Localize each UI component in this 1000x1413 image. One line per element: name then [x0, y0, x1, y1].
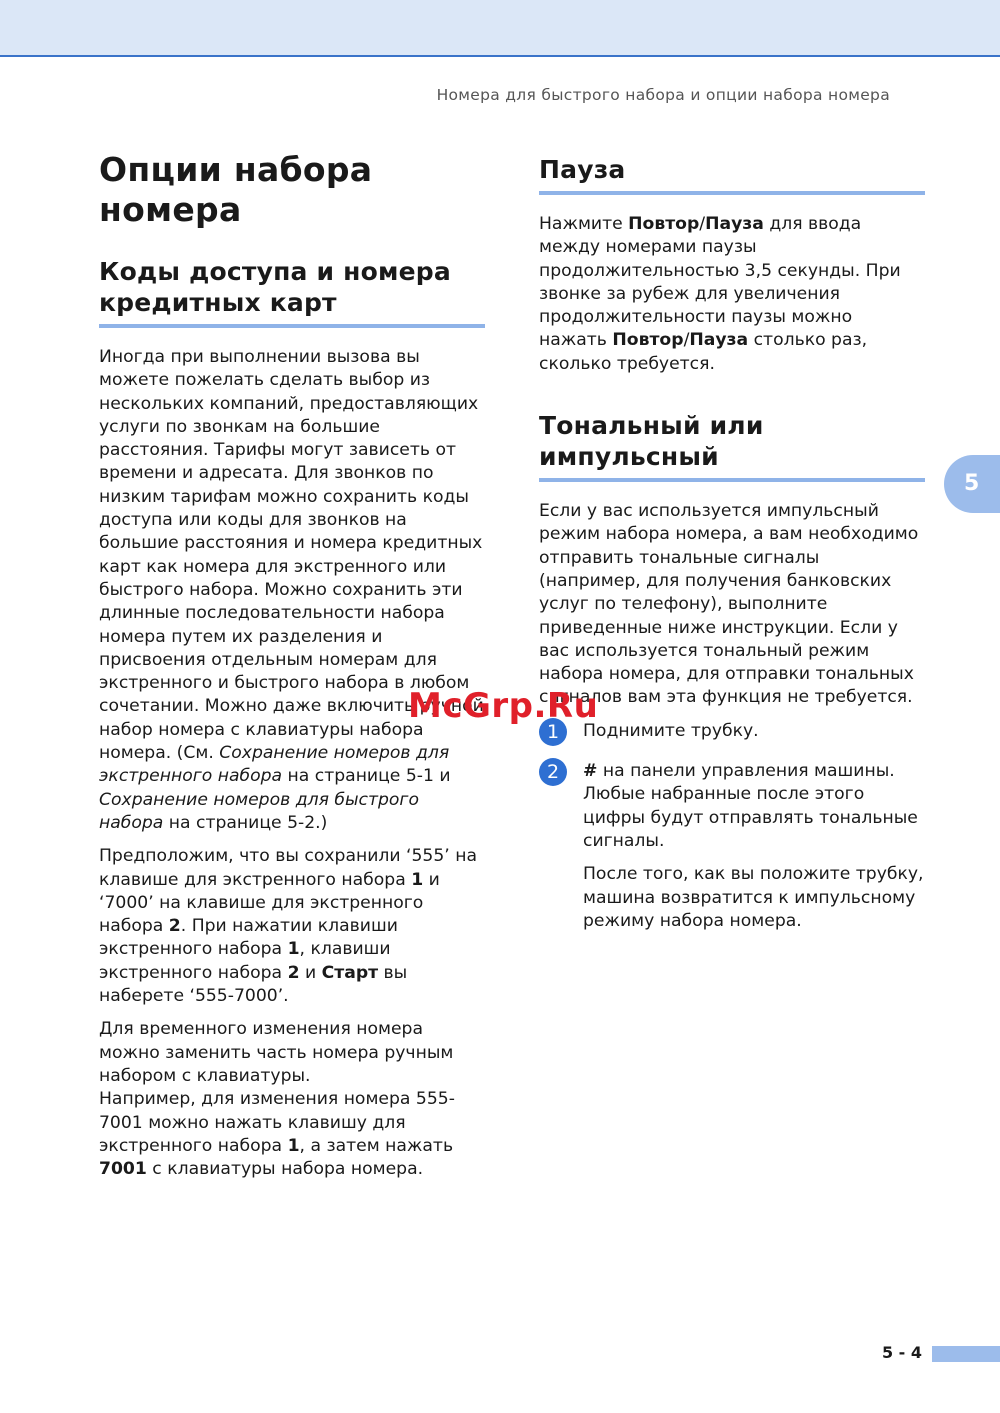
- heading-rule: [539, 191, 925, 195]
- step-list: [539, 720, 925, 933]
- page-title: [99, 150, 485, 230]
- key-label: Старт: [321, 962, 379, 983]
- text: Иногда при выполнении вызова вы можете пожелать сделать выбор из нескольких компаний, предоставляющих услуги по звонкам на большие расстояния. Тарифы могут зависеть от времени и адресата. Для звонков по низким тарифам можно сохранить коды доступа или коды для звонков на большие расстояния и номера кредитных карт как номера для экстренного или быстрого набора. Можно сохранить эти длинные последовательности набора номера путем их разделения и присвоения отдельным номерам для экстренного и быстрого набора в любом сочетании. Можно даже включить ручной набор номера с клавиатуры набора номера. (См.: [99, 347, 484, 764]
- page-title-line1: Опции набора: [99, 150, 373, 189]
- text: на странице 5-2.): [163, 812, 328, 833]
- heading-line2: кредитных карт: [99, 288, 337, 317]
- text: . При нажатии клавиши экстренного набора: [99, 916, 398, 960]
- heading-rule: [99, 324, 485, 328]
- text: , а затем нажать: [299, 1135, 454, 1156]
- left-column: [99, 150, 485, 1181]
- text: , клавиши экстренного набора: [99, 939, 391, 983]
- key-label: 1: [287, 1135, 300, 1156]
- key-label: Повтор: [628, 214, 700, 234]
- step-number-badge: 2: [539, 758, 567, 786]
- section-heading-pause: Пауза: [539, 155, 626, 184]
- heading-line2: импульсный: [539, 442, 719, 472]
- key-label: Повтор: [612, 330, 684, 351]
- key-label: 1: [287, 939, 300, 960]
- heading-line1: Коды доступа и номера: [99, 257, 451, 286]
- text: и: [299, 962, 322, 983]
- key-label: Пауза: [705, 214, 764, 234]
- page-number-bar: [932, 1346, 1000, 1362]
- heading-line1: Тональный или: [539, 411, 764, 441]
- step-text: Поднимите трубку.: [583, 720, 759, 741]
- text: Для временного изменения номера можно заменить часть номера ручным набором с клавиатуры.: [99, 1019, 454, 1086]
- cross-reference-link[interactable]: Сохранение номеров для быстрого набора: [99, 789, 419, 833]
- text: и ‘7000’ на клавише для экстренного набора: [99, 869, 440, 937]
- watermark: McGrp.Ru: [408, 686, 599, 726]
- key-label: 1: [411, 869, 424, 890]
- page-number: 5 - 4: [881, 1343, 922, 1362]
- text: для ввода между номерами паузы продолжительностью 3,5 секунды. При звонке за рубеж для увеличения продолжительности паузы можно нажать: [539, 214, 901, 351]
- text: Нажмите: [539, 214, 629, 234]
- key-label: Пауза: [689, 330, 749, 351]
- key-label: 2: [287, 962, 300, 983]
- text: /: [683, 330, 690, 351]
- step-item: [539, 760, 925, 933]
- section-heading-tone-pulse: [539, 410, 925, 472]
- key-label: 2: [168, 916, 181, 937]
- right-column: [539, 150, 925, 950]
- paragraph-pause: [539, 213, 925, 376]
- heading-rule: [539, 478, 925, 482]
- text: столько раз, сколько требуется.: [539, 330, 868, 374]
- running-header: Номера для быстрого набора и опции набора номера: [436, 86, 890, 104]
- paragraph-example: [99, 845, 485, 1008]
- text: на странице 5-1 и: [282, 766, 451, 787]
- page-title-line2: номера: [99, 190, 242, 229]
- text: с клавиатуры набора номера.: [146, 1159, 424, 1180]
- cross-reference-link[interactable]: Сохранение номеров для экстренного набора: [99, 743, 450, 787]
- text: на панели управления машины. Любые набранные после этого цифры будут отправлять тональные сигналы.: [583, 761, 918, 851]
- text: Предположим, что вы сохранили ‘555’ на клавише для экстренного набора: [99, 846, 477, 890]
- chapter-tab[interactable]: 5: [944, 455, 1000, 513]
- paragraph-intro: [99, 346, 485, 835]
- step-text: [583, 760, 925, 853]
- text: вы наберете ‘555-7000’.: [99, 962, 408, 1007]
- paragraph-tone-intro: Если у вас используется импульсный режим набора номера, а вам необходимо отправить тональные сигналы (например, для получения банковских услуг по телефону), выполните приведенные ниже инструкции. Если у вас используется тональный режим набора номера, для отправки тональных сигналов вам эта функция не требуется.: [539, 501, 919, 708]
- top-band: [0, 0, 1000, 57]
- section-heading-access-codes: [99, 256, 485, 318]
- key-label: #: [583, 761, 598, 782]
- paragraph-temporary-change: [99, 1018, 485, 1181]
- step-number-badge: 1: [539, 718, 567, 746]
- key-label: 7001: [99, 1159, 147, 1180]
- text: Например, для изменения номера 555-7001 можно нажать клавишу для экстренного набора: [99, 1089, 455, 1156]
- text: /: [699, 214, 706, 234]
- step-note: После того, как вы положите трубку, машина возвратится к импульсному режиму набора номера.: [583, 864, 924, 931]
